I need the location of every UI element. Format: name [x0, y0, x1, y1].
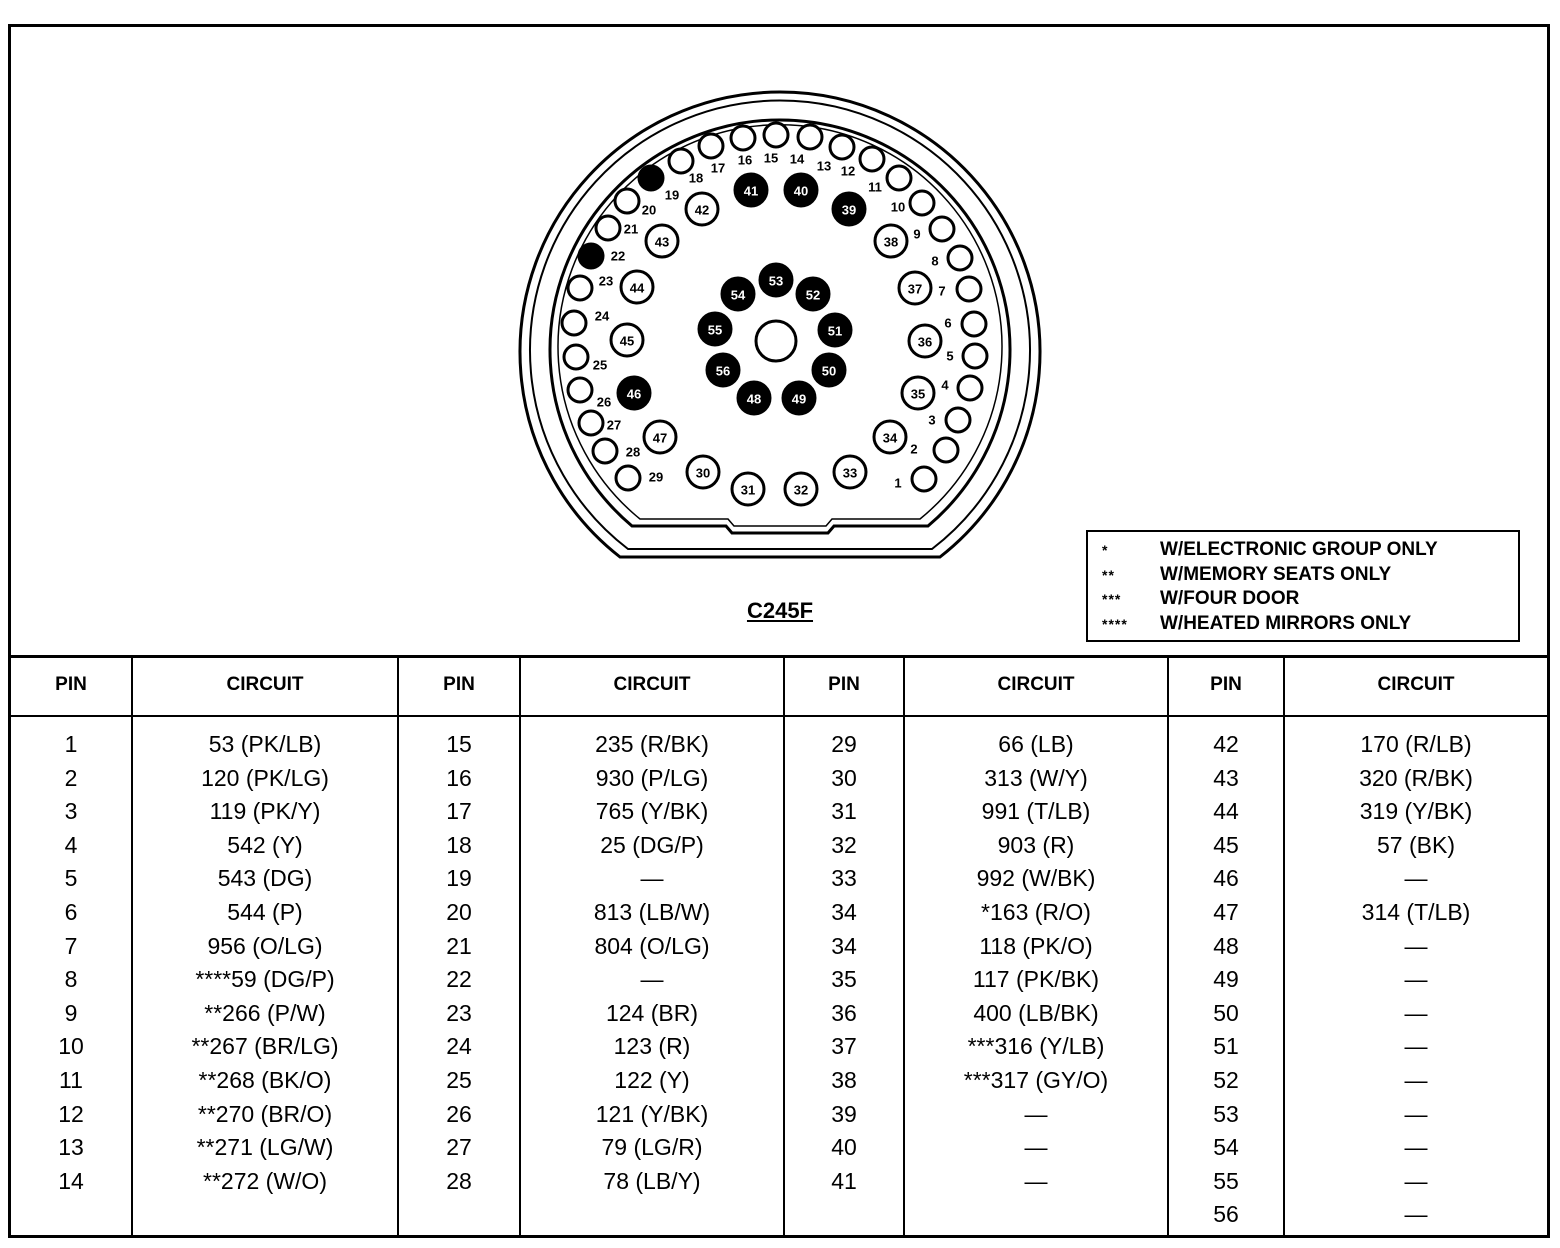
pin-cavity — [593, 439, 617, 463]
circuit-cell: — — [1024, 1100, 1048, 1127]
pin-number: 24 — [594, 308, 610, 324]
pin-4 — [941, 376, 982, 400]
pin-36 — [909, 325, 941, 357]
pin-header: PIN — [1210, 674, 1242, 695]
pin-cavity — [564, 345, 588, 369]
circuit-cell: **272 (W/O) — [203, 1167, 327, 1194]
pin-55 — [699, 313, 731, 345]
pin-23 — [568, 274, 613, 301]
pin-cavity — [615, 189, 639, 213]
pin-22 — [579, 244, 625, 268]
pin-cell: 56 — [1213, 1201, 1239, 1228]
circuit-cell: 122 (Y) — [614, 1067, 690, 1093]
legend-row — [1102, 587, 1508, 612]
pin-cavity — [958, 376, 982, 400]
circuit-cell: ***317 (GY/O) — [963, 1067, 1109, 1093]
pin-number: 35 — [910, 386, 926, 402]
pin-47 — [644, 421, 676, 453]
pin-number: 30 — [695, 465, 711, 481]
pin-cell: 19 — [446, 865, 472, 892]
pin-7 — [938, 277, 981, 301]
pin-number: 32 — [793, 482, 809, 498]
pin-number: 27 — [606, 417, 622, 433]
pin-number: 38 — [883, 234, 899, 250]
legend-box — [1086, 530, 1520, 642]
pin-cavity — [596, 216, 620, 240]
pin-46 — [618, 377, 650, 409]
circuit-cell: 542 (Y) — [227, 831, 303, 858]
pin-cell: 16 — [446, 764, 472, 791]
pin-33 — [834, 456, 866, 488]
pin-cavity — [860, 147, 884, 171]
pin-number: 40 — [793, 183, 809, 199]
pin-cavity — [910, 191, 934, 215]
circuit-cell: 992 (W/BK) — [976, 865, 1096, 892]
pin-cell: 4 — [64, 831, 78, 858]
pin-3 — [928, 408, 970, 432]
circuit-cell: 314 (T/LB) — [1361, 899, 1471, 925]
pin-cell: 17 — [446, 798, 472, 825]
pin-cavity — [798, 125, 822, 149]
pin-cell: 54 — [1213, 1134, 1239, 1161]
pin-54 — [722, 278, 754, 310]
pin-30 — [687, 456, 719, 488]
pin-cell: 48 — [1213, 932, 1239, 959]
pin-number: 47 — [652, 430, 668, 446]
pin-number: 26 — [596, 394, 612, 410]
circuit-header: CIRCUIT — [226, 674, 304, 695]
pin-cavity — [568, 276, 592, 300]
pin-cavity — [616, 466, 640, 490]
pin-45 — [611, 324, 643, 356]
pin-52 — [797, 278, 829, 310]
center-post — [756, 321, 796, 361]
pin-number: 18 — [688, 170, 704, 186]
pin-number: 45 — [619, 333, 635, 349]
pin-cell: 41 — [831, 1167, 857, 1194]
circuit-cell: — — [640, 865, 664, 892]
pin-cell: 22 — [446, 966, 472, 993]
pin-cavity — [579, 244, 603, 268]
circuit-cell: 903 (R) — [997, 831, 1075, 858]
pin-cell: 2 — [64, 764, 78, 791]
circuit-cell: 313 (W/Y) — [984, 764, 1088, 791]
pin-17 — [699, 134, 725, 176]
circuit-cell: ***316 (Y/LB) — [967, 1033, 1105, 1060]
circuit-cell: **268 (BK/O) — [198, 1067, 332, 1093]
pin-cell: 6 — [64, 899, 78, 925]
pin-cell: 55 — [1213, 1167, 1239, 1194]
circuit-cell: — — [1404, 966, 1428, 993]
pin-37 — [899, 272, 931, 304]
pin-cell: 51 — [1213, 1033, 1239, 1060]
pin-number: 19 — [664, 187, 680, 203]
circuit-cell: *163 (R/O) — [981, 899, 1091, 925]
legend-row — [1102, 538, 1508, 563]
pin-number: 9 — [913, 226, 921, 242]
circuit-cell: 123 (R) — [613, 1033, 691, 1060]
legend-row — [1102, 612, 1508, 637]
pin-cell: 5 — [64, 865, 78, 892]
pin-25 — [564, 345, 607, 373]
circuit-cell: 543 (DG) — [217, 865, 313, 892]
pin-29 — [616, 466, 663, 490]
pin-21 — [596, 216, 638, 240]
pin-42 — [686, 193, 718, 225]
pin-cell: 36 — [831, 999, 857, 1026]
pin-number: 25 — [592, 357, 608, 373]
pin-cell: 35 — [831, 966, 857, 993]
circuit-cell: 235 (R/BK) — [595, 731, 709, 757]
pin-15 — [764, 123, 788, 166]
pin-cell: 46 — [1213, 865, 1239, 892]
pin-cavity — [963, 344, 987, 368]
pin-28 — [593, 439, 640, 463]
pin-cavity — [957, 277, 981, 301]
pin-number: 56 — [715, 363, 731, 379]
pin-18 — [669, 149, 703, 186]
pin-number: 21 — [623, 221, 639, 237]
circuit-cell: — — [1024, 1167, 1048, 1194]
pin-number: 3 — [928, 412, 936, 428]
pin-number: 52 — [805, 287, 821, 303]
pin-cavity — [930, 217, 954, 241]
pin-number: 31 — [740, 482, 756, 498]
pin-cell: 12 — [58, 1100, 84, 1127]
pin-5 — [946, 344, 987, 368]
pin-number: 42 — [694, 202, 710, 218]
pin-cell: 30 — [831, 764, 857, 791]
pin-number: 7 — [938, 283, 946, 299]
pin-cavity — [948, 246, 972, 270]
pin-number: 10 — [890, 199, 906, 215]
pin-number: 33 — [842, 465, 858, 481]
pin-number: 15 — [763, 150, 779, 166]
pin-cavity — [912, 467, 936, 491]
pin-number: 34 — [882, 430, 898, 446]
pin-cell: 8 — [64, 966, 78, 993]
circuit-cell: 121 (Y/BK) — [595, 1100, 709, 1127]
pin-32 — [785, 473, 817, 505]
pin-cell: 23 — [446, 999, 472, 1026]
legend-text: W/MEMORY SEATS ONLY — [1160, 563, 1392, 585]
pin-cavity — [731, 126, 755, 150]
pin-cavity — [887, 166, 911, 190]
pin-cell: 10 — [58, 1033, 84, 1060]
circuit-cell: 319 (Y/BK) — [1359, 798, 1473, 825]
pin-41 — [735, 174, 767, 206]
pin-number: 55 — [707, 322, 723, 338]
pin-cavity — [568, 378, 592, 402]
pin-number: 28 — [625, 444, 641, 460]
pin-cavity — [699, 134, 723, 158]
circuit-cell: — — [1404, 1201, 1428, 1228]
pin-cell: 52 — [1213, 1067, 1239, 1093]
circuit-cell: — — [1404, 1100, 1428, 1127]
pin-cell: 42 — [1213, 731, 1239, 757]
circuit-cell: 320 (R/BK) — [1359, 764, 1473, 791]
pin-9 — [913, 217, 954, 242]
pin-40 — [785, 174, 817, 206]
pin-header: PIN — [443, 674, 475, 695]
circuit-cell: 119 (PK/Y) — [209, 798, 321, 825]
circuit-cell: — — [1404, 1067, 1428, 1093]
circuit-cell: **267 (BR/LG) — [191, 1033, 339, 1060]
pin-number: 23 — [598, 273, 614, 289]
pin-31 — [732, 473, 764, 505]
pin-number: 17 — [710, 160, 726, 176]
pin-number: 16 — [737, 152, 753, 168]
pin-number: 54 — [730, 287, 746, 303]
pin-35 — [902, 377, 934, 409]
pin-cell: 38 — [831, 1067, 857, 1093]
circuit-cell: 765 (Y/BK) — [595, 798, 709, 825]
pin-number: 20 — [641, 202, 657, 218]
circuit-header: CIRCUIT — [613, 674, 691, 695]
circuit-cell: 79 (LG/R) — [601, 1134, 703, 1161]
pin-cell: 39 — [831, 1100, 857, 1127]
pin-cell: 24 — [446, 1033, 472, 1060]
pin-cell: 44 — [1213, 798, 1239, 825]
pin-27 — [579, 411, 621, 435]
pin-cell: 32 — [831, 831, 857, 858]
pin-6 — [944, 312, 986, 336]
pin-number: 50 — [821, 363, 837, 379]
pin-cell: 1 — [64, 731, 78, 757]
pin-cell: 9 — [64, 999, 78, 1026]
pin-cell: 20 — [446, 899, 472, 925]
pin-cell: 26 — [446, 1100, 472, 1127]
pin-56 — [707, 354, 739, 386]
legend-symbol: * — [1102, 542, 1109, 558]
circuit-cell: — — [1404, 1033, 1428, 1060]
pin-number: 29 — [648, 469, 664, 485]
pin-cell: 53 — [1213, 1100, 1239, 1127]
pin-cell: 43 — [1213, 764, 1239, 791]
pin-number: 53 — [768, 273, 784, 289]
circuit-cell: 57 (BK) — [1377, 831, 1455, 858]
legend-symbol: **** — [1102, 615, 1128, 632]
circuit-cell: 124 (BR) — [605, 999, 699, 1026]
pin-cell: 7 — [64, 932, 78, 959]
pin-cavity — [669, 149, 693, 173]
pin-header: PIN — [828, 674, 860, 695]
pin-cell: 50 — [1213, 999, 1239, 1026]
connector-title: C245F — [746, 598, 814, 623]
pin-cell: 28 — [446, 1167, 472, 1194]
pin-cell: 21 — [446, 932, 472, 959]
pin-26 — [568, 378, 611, 410]
circuit-cell: 120 (PK/LG) — [201, 764, 329, 791]
pin-number: 22 — [610, 248, 626, 264]
legend-symbol: ** — [1102, 566, 1115, 583]
circuit-cell: 170 (R/LB) — [1360, 731, 1472, 757]
pin-number: 39 — [841, 202, 857, 218]
circuit-cell: — — [1404, 932, 1428, 959]
pin-cell: 37 — [831, 1033, 857, 1060]
legend-text: W/FOUR DOOR — [1160, 588, 1300, 609]
pin-number: 36 — [917, 334, 933, 350]
pin-number: 6 — [944, 315, 952, 331]
pin-circuit-table — [8, 655, 1550, 1238]
pin-cell: 34 — [831, 932, 857, 959]
pin-number: 51 — [827, 323, 843, 339]
pin-number: 8 — [931, 253, 939, 269]
pin-48 — [738, 382, 770, 414]
pin-cell: 15 — [446, 731, 472, 757]
legend-row — [1102, 563, 1508, 588]
circuit-header: CIRCUIT — [997, 674, 1075, 695]
circuit-cell: 930 (P/LG) — [595, 764, 709, 791]
pin-50 — [813, 354, 845, 386]
circuit-cell: 117 (PK/BK) — [972, 966, 1100, 993]
pin-20 — [615, 189, 656, 218]
pin-51 — [819, 314, 851, 346]
pin-cavity — [934, 438, 958, 462]
circuit-cell: **266 (P/W) — [204, 999, 326, 1026]
pin-cell: 25 — [446, 1067, 472, 1093]
pin-number: 13 — [816, 158, 832, 174]
pin-cavity — [562, 311, 586, 335]
pin-cell: 40 — [831, 1134, 857, 1161]
circuit-cell: 78 (LB/Y) — [603, 1167, 701, 1194]
pin-34 — [874, 421, 906, 453]
circuit-cell: **270 (BR/O) — [197, 1100, 333, 1127]
pin-39 — [833, 193, 865, 225]
circuit-cell: 544 (P) — [227, 899, 303, 925]
pin-49 — [783, 382, 815, 414]
circuit-cell: — — [1024, 1134, 1048, 1161]
pin-43 — [646, 225, 678, 257]
pin-header: PIN — [55, 674, 87, 695]
pin-number: 11 — [868, 179, 882, 195]
pin-cavity — [639, 166, 663, 190]
circuit-cell: — — [1404, 999, 1428, 1026]
pin-cell: 27 — [446, 1134, 472, 1161]
pin-cavity — [946, 408, 970, 432]
circuit-cell: ****59 (DG/P) — [195, 966, 335, 993]
pin-1 — [894, 467, 936, 491]
pin-cell: 33 — [831, 865, 857, 892]
pin-cell: 18 — [446, 831, 472, 858]
legend-text: W/ELECTRONIC GROUP ONLY — [1160, 539, 1438, 560]
pin-number: 12 — [840, 163, 856, 179]
circuit-cell: 400 (LB/BK) — [973, 999, 1099, 1026]
circuit-cell: — — [1404, 1134, 1428, 1161]
pin-number: 5 — [946, 348, 954, 364]
pin-53 — [760, 264, 792, 296]
pin-38 — [875, 225, 907, 257]
circuit-cell: 956 (O/LG) — [207, 932, 323, 959]
pin-24 — [562, 309, 610, 336]
circuit-cell: 53 (PK/LB) — [208, 731, 322, 757]
circuit-cell: 991 (T/LB) — [981, 798, 1091, 825]
pin-cell: 49 — [1213, 966, 1239, 993]
pin-44 — [621, 271, 653, 303]
pin-cavity — [764, 123, 788, 147]
pin-number: 14 — [789, 151, 805, 167]
circuit-cell: — — [640, 966, 664, 993]
circuit-header: CIRCUIT — [1377, 674, 1455, 695]
pin-number: 49 — [791, 391, 807, 407]
pin-number: 2 — [910, 441, 918, 457]
pin-cavity — [579, 411, 603, 435]
pin-10 — [891, 191, 934, 215]
pin-2 — [910, 438, 958, 462]
pin-cell: 34 — [831, 899, 857, 925]
pin-cell: 45 — [1213, 831, 1239, 858]
pin-cavity — [962, 312, 986, 336]
pin-number: 44 — [629, 280, 645, 296]
pin-number: 48 — [746, 391, 762, 407]
pin-number: 1 — [894, 475, 902, 491]
legend-text: W/HEATED MIRRORS ONLY — [1160, 612, 1412, 634]
circuit-cell: — — [1404, 865, 1428, 892]
pin-cell: 47 — [1213, 899, 1239, 925]
pin-cell: 11 — [59, 1067, 83, 1093]
pin-16 — [731, 126, 755, 168]
circuit-cell: 804 (O/LG) — [594, 932, 710, 959]
pin-cell: 29 — [831, 731, 857, 757]
circuit-cell: 66 (LB) — [998, 731, 1074, 757]
pin-number: 37 — [907, 281, 923, 297]
pin-cavity — [830, 135, 854, 159]
header-divider — [11, 715, 1547, 717]
pin-number: 43 — [654, 234, 670, 250]
circuit-cell: 118 (PK/O) — [979, 932, 1093, 959]
pin-number: 46 — [626, 386, 642, 402]
circuit-cell: — — [1404, 1167, 1428, 1194]
pin-number: 41 — [743, 183, 759, 199]
pin-cell: 14 — [58, 1167, 84, 1194]
legend-symbol: *** — [1102, 591, 1122, 607]
pin-number: 4 — [941, 377, 949, 393]
pin-cell: 31 — [831, 798, 857, 825]
circuit-cell: 813 (LB/W) — [593, 899, 711, 925]
pin-cell: 13 — [58, 1134, 84, 1161]
pin-8 — [931, 246, 972, 270]
circuit-cell: 25 (DG/P) — [600, 831, 704, 858]
pin-cell: 3 — [64, 798, 78, 825]
circuit-cell: **271 (LG/W) — [196, 1134, 334, 1161]
